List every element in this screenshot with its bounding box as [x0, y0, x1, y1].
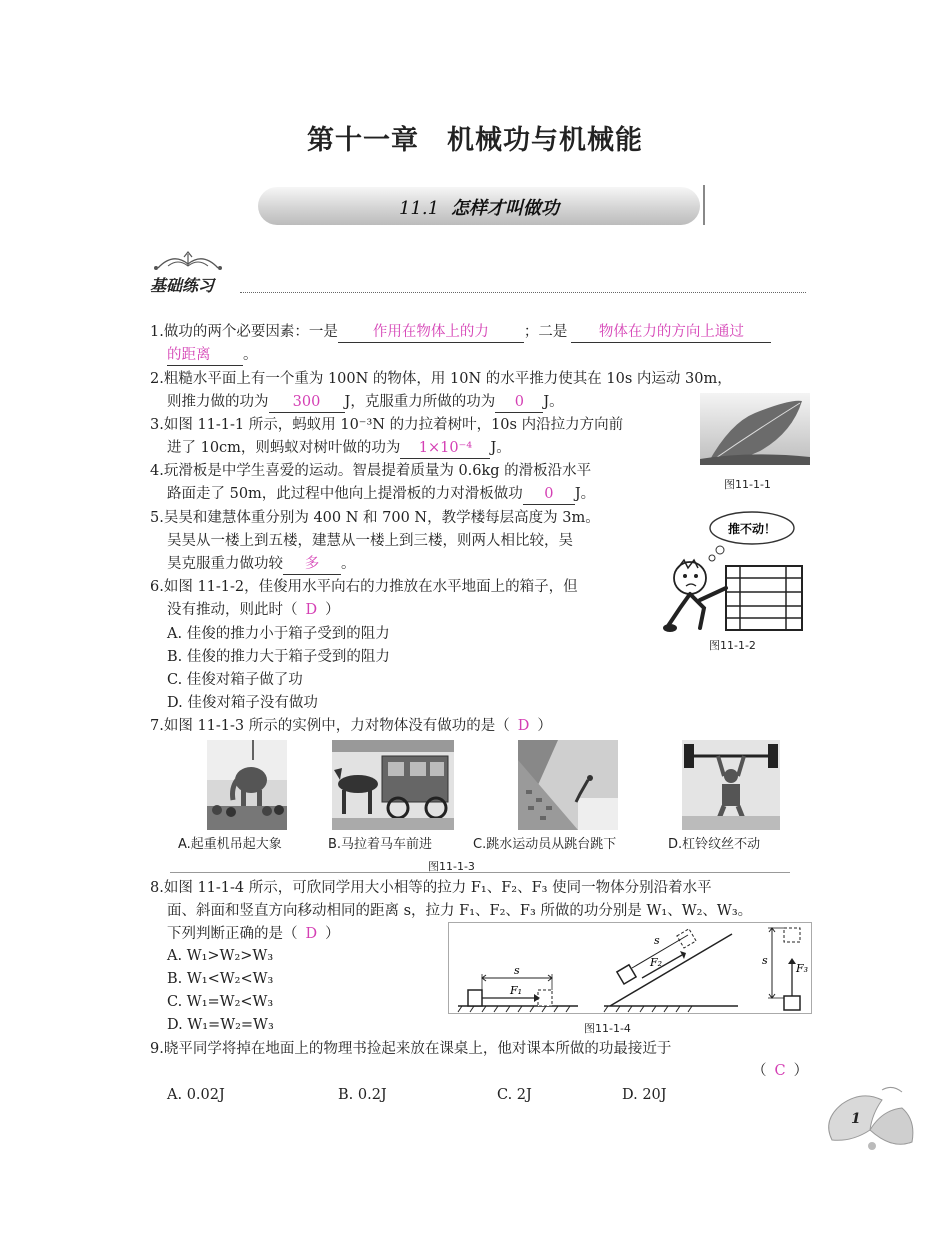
question-2-line-2 [167, 392, 564, 413]
figure-11-1-3-caption-a: A.起重机吊起大象 [178, 837, 282, 852]
photo-crane-lifting-elephant [207, 740, 287, 830]
question-5-line-1: 5.吴昊和建慧体重分别为 400 N 和 700 N，教学楼每层高度为 3m。 [150, 510, 600, 526]
figure-11-1-3-caption: 图11-1-3 [428, 860, 475, 873]
question-5-line-3 [167, 554, 356, 575]
label-f2: F₂ [650, 956, 663, 969]
q5-text-2: 。 [341, 556, 356, 572]
question-3-line-2 [167, 438, 511, 459]
section-name: 怎样才叫做功 [451, 198, 560, 219]
q6-option-d: D. 佳俊对箱子没有做功 [167, 695, 318, 711]
question-4-line-2 [167, 484, 595, 505]
label-f3: F₃ [796, 962, 809, 975]
q8-option-a: A. W₁>W₂>W₃ [167, 948, 274, 964]
q2-text-3: J。 [543, 394, 564, 410]
section-divider [703, 185, 705, 225]
figure-11-1-2-boy-pushing-box [660, 508, 810, 636]
q3-text-2: J。 [490, 440, 511, 456]
question-4-line-1: 4.玩滑板是中学生喜爱的运动。智晨提着质量为 0.6kg 的滑板沿水平 [150, 463, 592, 479]
figure-11-1-4-force-diagram [448, 922, 812, 1014]
q6-option-b: B. 佳俊的推力大于箱子受到的阻力 [167, 649, 390, 665]
q2-answer-1: 300 [269, 392, 345, 413]
q9-option-b: B. 0.2J [338, 1087, 387, 1103]
label-s-incline: s [654, 934, 660, 947]
q5-text: 昊克服重力做功较 [167, 556, 283, 572]
label-s-horizontal: s [514, 964, 520, 977]
q1-text-2: ；二是 [523, 324, 568, 340]
q8-option-b: B. W₁<W₂<W₃ [167, 971, 274, 987]
question-7-line-1 [150, 716, 552, 736]
heading-dotted-rule [240, 292, 806, 293]
figure-11-1-2-caption: 图11-1-2 [709, 639, 756, 652]
q1-text: 1.做功的两个必要因素：一是 [150, 324, 338, 340]
q7-text: 7.如图 11-1-3 所示的实例中，力对物体没有做功的是（ [150, 718, 510, 734]
q6-option-c: C. 佳俊对箱子做了功 [167, 672, 303, 688]
q5-answer: 多 [283, 554, 341, 575]
photo-diver-jumping [518, 740, 618, 830]
basic-practice-heading: 基础练习 [150, 276, 215, 295]
q1-answer-2: 物体在力的方向上通过 [571, 322, 771, 343]
figure-11-1-1-leaf-image [700, 393, 810, 465]
question-9-line-1: 9.晓平同学将掉在地面上的物理书捡起来放在课桌上，他对课本所做的功最接近于 [150, 1041, 672, 1057]
question-5-line-2: 吴昊从一楼上到五楼，建慧从一楼上到三楼，则两人相比较，吴 [167, 533, 573, 549]
figure-11-1-3-caption-c: C.跳水运动员从跳台跳下 [473, 837, 617, 852]
q9-option-c: C. 2J [497, 1087, 532, 1103]
q4-answer: 0 [523, 484, 575, 505]
q2-text-2: J，克服重力所做的功为 [344, 394, 496, 410]
q8-answer: D [305, 926, 318, 942]
q3-text: 进了 10cm，则蚂蚁对树叶做的功为 [167, 440, 401, 456]
question-8-line-1: 8.如图 11-1-4 所示，可欣同学用大小相等的拉力 F₁、F₂、F₃ 使同一物体分别沿着水平 [150, 880, 712, 896]
question-1-line-2 [167, 345, 258, 366]
figure-11-1-1-caption: 图11-1-1 [724, 478, 771, 491]
q7-text-2: ） [537, 718, 552, 734]
q9-option-a: A. 0.02J [167, 1087, 225, 1103]
figure-11-1-4-caption: 图11-1-4 [584, 1022, 631, 1035]
q8-option-d: D. W₁=W₂=W₃ [167, 1017, 274, 1033]
q2-answer-2: 0 [495, 392, 543, 413]
question-9-answer-line [752, 1061, 808, 1081]
q8-text: 下列判断正确的是（ [167, 926, 298, 942]
q3-answer: 1×10⁻⁴ [400, 438, 490, 459]
q2-text: 则推力做的功为 [167, 394, 269, 410]
question-6-line-2 [167, 600, 340, 620]
q6-option-a: A. 佳俊的推力小于箱子受到的阻力 [167, 626, 390, 642]
ornament-icon [148, 248, 238, 274]
question-1-line-1 [150, 322, 771, 343]
q8-text-2: ） [325, 926, 340, 942]
q6-answer: D [305, 602, 318, 618]
bubble-text: 推不动！ [727, 522, 777, 536]
q4-text-2: J。 [574, 486, 596, 502]
q6-text-2: ） [325, 602, 340, 618]
question-8-line-2: 面、斜面和竖直方向移动相同的距离 s，拉力 F₁、F₂、F₃ 所做的功分别是 W₁、W₂、W₃。 [167, 903, 753, 919]
q9-option-d: D. 20J [622, 1087, 667, 1103]
question-3-line-1: 3.如图 11-1-1 所示，蚂蚁用 10⁻³N 的力拉着树叶，10s 内沿拉力方向前 [150, 417, 624, 433]
q1-answer-1: 作用在物体上的力 [338, 322, 524, 343]
q6-text: 没有推动，则此时（ [167, 602, 298, 618]
question-8-line-3 [167, 924, 340, 944]
section-number: 11.1 [398, 198, 440, 219]
section-title [258, 194, 700, 220]
q1-answer-2-cont: 的距离 [167, 345, 243, 366]
question-6-line-1: 6.如图 11-1-2，佳俊用水平向右的力推放在水平地面上的箱子，但 [150, 579, 578, 595]
photo-horse-pulling-carriage [332, 740, 454, 830]
q4-text: 路面走了 50m，此过程中他向上提滑板的力对滑板做功 [167, 486, 523, 502]
page-corner-bell-icon [812, 1080, 932, 1160]
figure-11-1-3-caption-d: D.杠铃纹丝不动 [668, 837, 761, 852]
photo-weightlifter-holding-barbell [682, 740, 780, 830]
q7-answer: D [517, 718, 530, 734]
q1-text-3: 。 [243, 347, 258, 363]
figure-11-1-3-rule [170, 872, 790, 873]
figure-11-1-3-caption-b: B.马拉着马车前进 [328, 837, 433, 852]
chapter-title: 第十一章 机械功与机械能 [307, 125, 643, 156]
q9-text: （ [752, 1063, 767, 1079]
question-2-line-1: 2.粗糙水平面上有一个重为 100N 的物体，用 10N 的水平推力使其在 10s 内运动 30m， [150, 371, 732, 387]
page-number: 1 [851, 1111, 861, 1127]
label-f1: F₁ [510, 984, 523, 997]
q9-answer: C [774, 1063, 786, 1079]
q8-option-c: C. W₁=W₂<W₃ [167, 994, 274, 1010]
q9-text-2: ） [793, 1063, 809, 1079]
label-s-vertical: s [762, 954, 768, 967]
